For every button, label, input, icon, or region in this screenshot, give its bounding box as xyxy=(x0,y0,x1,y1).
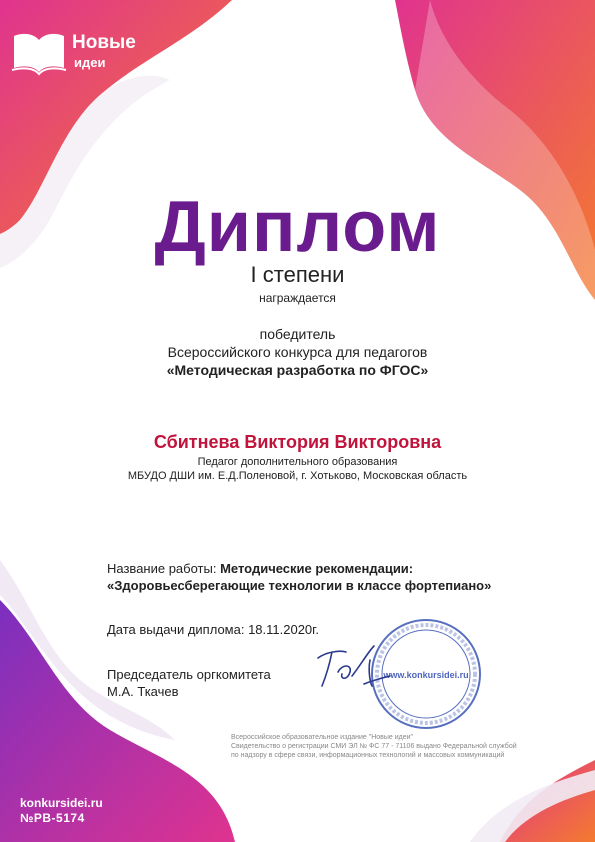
legal-line2: Свидетельство о регистрации СМИ ЭЛ № ФС 77 - 71106 выдано Федеральной службой xyxy=(231,743,517,750)
recipient-organization: МБУДО ДШИ им. Е.Д.Поленовой, г. Хотьково, Московская область xyxy=(127,470,468,482)
recipient-position: Педагог дополнительного образования xyxy=(197,456,398,468)
contest-name: Всероссийского конкурса для педагогов xyxy=(167,344,428,360)
logo-text-line2: идеи xyxy=(74,55,106,70)
diploma-degree: I степени xyxy=(250,262,345,287)
chairman-block xyxy=(107,666,271,700)
diploma-title: Диплом xyxy=(154,187,441,267)
legal-line1: Всероссийское образовательное издание "Новые идеи" xyxy=(231,734,414,741)
footer-site: konkursidei.ru xyxy=(20,796,103,810)
legal-line3: по надзору в сфере связи, информационных технологий и массовых коммуникаций xyxy=(231,752,505,759)
chairman-role: Председатель оргкомитета xyxy=(107,667,271,682)
logo-text-line1: Новые xyxy=(72,32,136,53)
work-label: Название работы: xyxy=(107,561,217,576)
chairman-name: М.А. Ткачев xyxy=(107,684,179,699)
chairman-signature xyxy=(312,640,394,692)
open-book-icon xyxy=(10,28,68,76)
work-title-line1: Методические рекомендации: xyxy=(220,561,414,576)
legal-info xyxy=(231,733,576,760)
work-title-block xyxy=(107,560,491,594)
diploma-number: №РВ-5174 xyxy=(20,811,85,825)
logo xyxy=(10,28,150,80)
recipient-name: Сбитнева Виктория Викторовна xyxy=(153,432,442,452)
awarded-text: награждается xyxy=(259,291,336,305)
winner-status: победитель xyxy=(259,326,336,342)
contest-topic: «Методическая разработка по ФГОС» xyxy=(166,362,429,378)
issue-date: Дата выдачи диплома: 18.11.2020г. xyxy=(107,622,319,637)
stamp-url: www.konkursidei.ru xyxy=(383,670,469,680)
work-title-line2: «Здоровьесберегающие технологии в классе фортепиано» xyxy=(107,578,492,593)
